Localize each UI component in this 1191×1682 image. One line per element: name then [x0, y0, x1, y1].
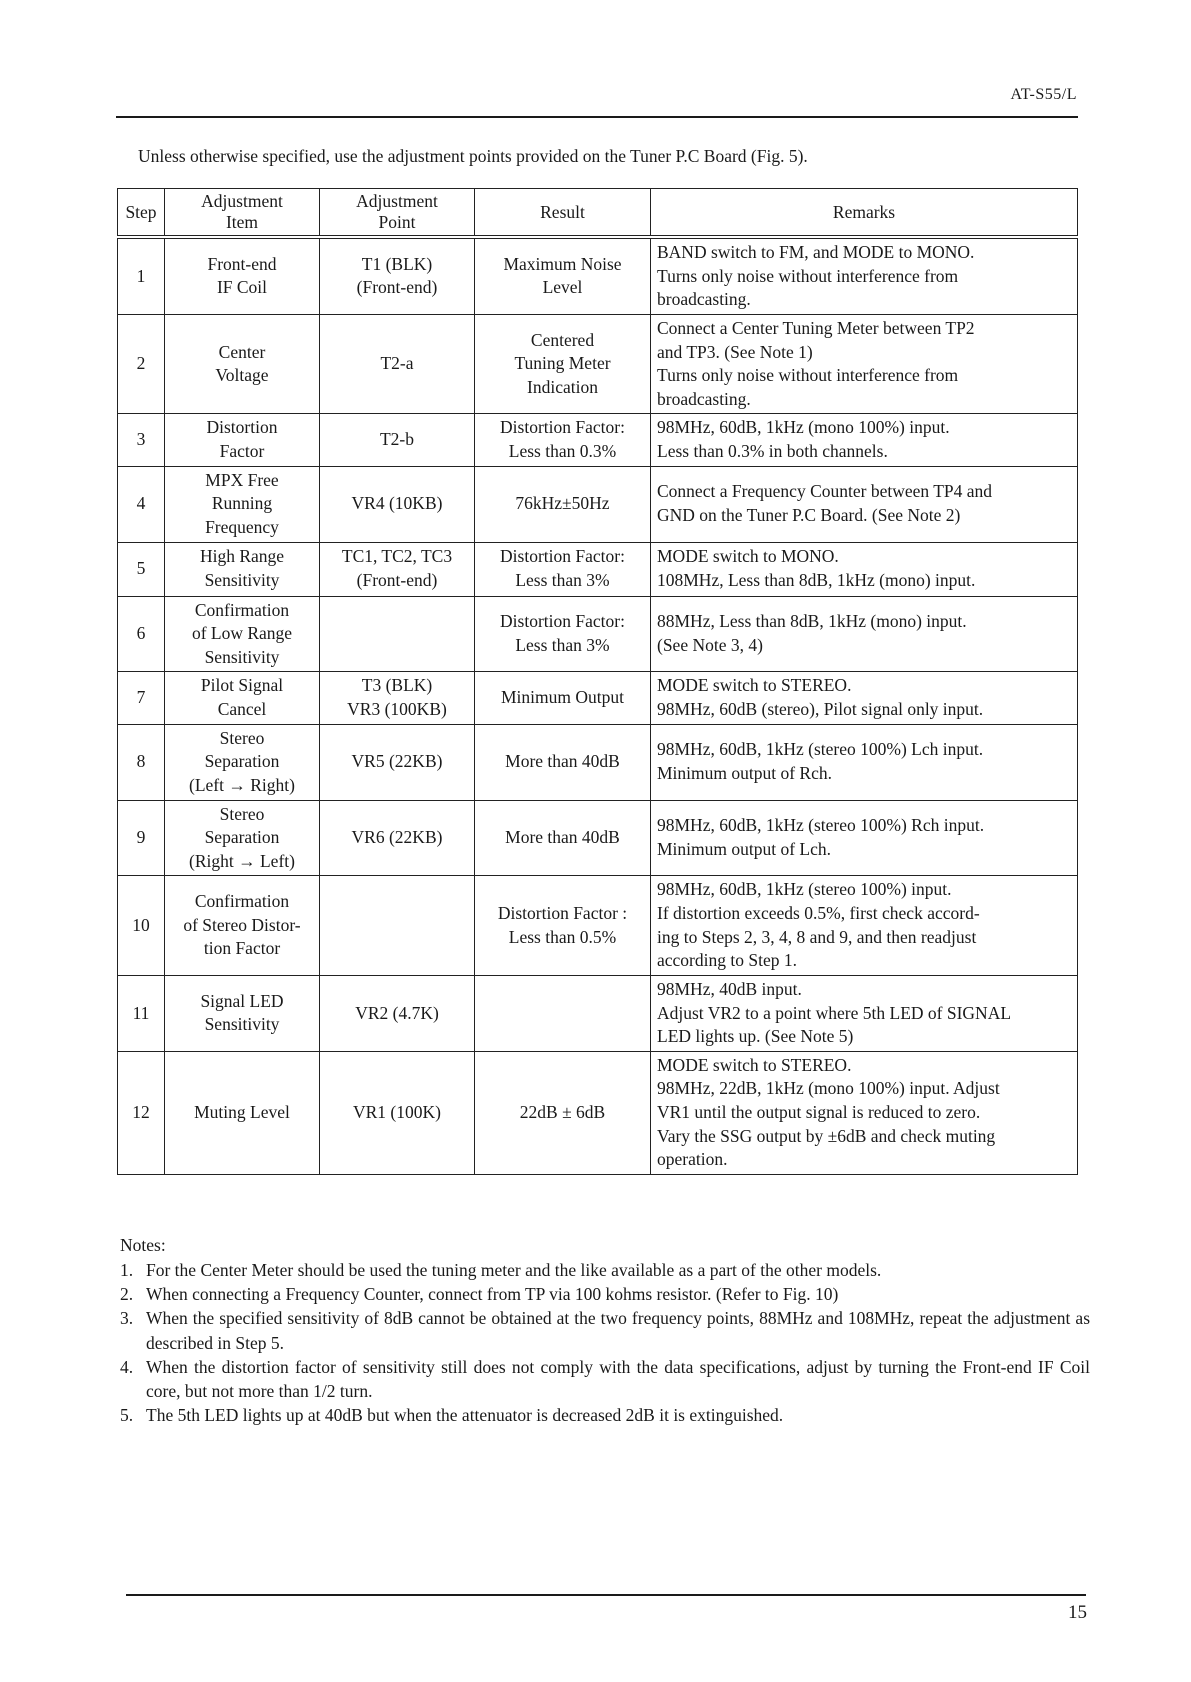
table-row	[118, 800, 1078, 876]
result-cell	[475, 876, 651, 976]
result-cell-line: Tuning Meter	[514, 353, 611, 374]
remarks-cell	[651, 596, 1078, 672]
note-number: 3.	[120, 1308, 134, 1329]
remarks-cell-line: MODE switch to STEREO.	[657, 675, 852, 696]
remarks-cell-line: 98MHz, 60dB, 1kHz (mono 100%) input.	[657, 417, 950, 438]
note-item	[120, 1282, 1090, 1306]
step-cell: 3	[118, 414, 165, 466]
step-cell: 5	[118, 542, 165, 596]
adjustment-item-cell-line: Center	[218, 341, 266, 362]
adjustment-point-cell	[320, 596, 475, 672]
top-rule	[116, 116, 1078, 118]
table-row	[118, 596, 1078, 672]
result-cell-line: Less than 3%	[515, 634, 610, 655]
result-cell	[475, 672, 651, 724]
adjustment-item-cell-line: High Range	[199, 546, 285, 567]
adjustment-item-cell	[165, 414, 320, 466]
step-cell: 6	[118, 596, 165, 672]
result-cell	[475, 314, 651, 414]
adjustment-item-cell-line: Sensitivity	[204, 646, 280, 667]
note-text: When connecting a Frequency Counter, connect from TP via 100 kohms resistor. (Refer to Fig. 10)	[146, 1284, 839, 1305]
result-cell-line: Minimum Output	[501, 687, 624, 708]
remarks-cell	[651, 542, 1078, 596]
table-row	[118, 466, 1078, 542]
adjustment-point-cell	[320, 724, 475, 800]
adjustment-item-cell	[165, 724, 320, 800]
adjustment-point-cell	[320, 800, 475, 876]
step-cell: 1	[118, 237, 165, 314]
result-cell-line: Distortion Factor:	[500, 417, 625, 438]
remarks-cell-line: Adjust VR2 to a point where 5th LED of SIGNAL	[657, 1002, 1012, 1023]
remarks-cell-line: Turns only noise without interference from	[657, 365, 959, 386]
remarks-cell-line: Minimum output of Rch.	[657, 763, 832, 784]
result-cell-line: Distortion Factor:	[500, 611, 625, 632]
note-item	[120, 1355, 1090, 1403]
adjustment-item-cell	[165, 237, 320, 314]
note-text: The 5th LED lights up at 40dB but when the attenuator is decreased 2dB it is extinguished.	[146, 1404, 784, 1425]
remarks-cell	[651, 1051, 1078, 1174]
remarks-cell	[651, 876, 1078, 976]
remarks-cell-line: VR1 until the output signal is reduced to zero.	[657, 1102, 981, 1122]
adjustment-item-cell-line: Muting Level	[194, 1102, 290, 1122]
adjustment-item-cell-line: Voltage	[215, 365, 269, 386]
remarks-cell	[651, 800, 1078, 876]
adjustment-point-cell	[320, 314, 475, 414]
header-point-line: Adjustment	[356, 191, 438, 211]
remarks-cell-line: 98MHz, 40dB input.	[657, 978, 802, 999]
adjustment-item-cell	[165, 314, 320, 414]
page-number: 15	[1068, 1602, 1087, 1623]
notes-list	[120, 1258, 1090, 1427]
adjustment-item-cell-line: Sensitivity	[204, 1014, 280, 1035]
adjustment-item-cell-line: Separation	[204, 751, 280, 772]
adjustment-point-cell	[320, 237, 475, 314]
remarks-cell-line: 98MHz, 60dB, 1kHz (stereo 100%) input.	[657, 879, 952, 900]
remarks-cell-line: Turns only noise without interference from	[657, 265, 959, 286]
result-cell	[475, 237, 651, 314]
adjustment-point-cell	[320, 876, 475, 976]
remarks-cell	[651, 672, 1078, 724]
header-adjustment-item	[165, 189, 320, 238]
adjustment-point-cell	[320, 1051, 475, 1174]
table-row	[118, 975, 1078, 1051]
result-cell-line: Maximum Noise	[503, 253, 622, 274]
notes-title: Notes:	[120, 1235, 166, 1255]
result-cell-line: Distortion Factor :	[497, 903, 628, 923]
remarks-cell-line: Connect a Frequency Counter between TP4 and	[657, 481, 993, 502]
adjustment-item-cell-line: Stereo	[219, 727, 265, 748]
remarks-cell-line: Minimum output of Lch.	[657, 838, 832, 859]
adjustment-item-cell	[165, 672, 320, 724]
step-cell: 12	[118, 1051, 165, 1174]
adjustment-point-cell-line: VR5 (22KB)	[351, 751, 443, 772]
remarks-cell-line: Less than 0.3% in both channels.	[657, 441, 888, 461]
remarks-cell	[651, 724, 1078, 800]
remarks-cell-line: broadcasting.	[657, 388, 751, 409]
adjustment-point-cell	[320, 672, 475, 724]
result-cell-line: 22dB ± 6dB	[519, 1102, 606, 1122]
remarks-cell-line: 98MHz, 22dB, 1kHz (mono 100%) input. Adjust	[657, 1078, 1000, 1099]
adjustment-point-cell-line: T2-a	[380, 353, 414, 374]
remarks-cell-line: according to Step 1.	[657, 950, 797, 971]
remarks-cell-line: MODE switch to STEREO.	[657, 1054, 852, 1075]
result-cell-line: Less than 0.3%	[508, 441, 617, 461]
adjustment-item-cell-line: Sensitivity	[204, 570, 280, 590]
result-cell	[475, 414, 651, 466]
adjustment-point-cell-line: (Front-end)	[356, 277, 438, 298]
table-row	[118, 1051, 1078, 1174]
remarks-cell-line: LED lights up. (See Note 5)	[657, 1026, 854, 1047]
remarks-cell-line: Connect a Center Tuning Meter between TP2	[657, 317, 975, 338]
remarks-cell-line: 98MHz, 60dB (stereo), Pilot signal only input.	[657, 699, 984, 719]
remarks-cell-line: If distortion exceeds 0.5%, first check accord-	[657, 903, 980, 923]
adjustment-point-cell	[320, 975, 475, 1051]
table-row	[118, 414, 1078, 466]
adjustment-item-cell-line: of Stereo Distor-	[183, 914, 301, 935]
model-number: AT-S55/L	[1010, 86, 1077, 103]
adjustment-point-cell-line: VR2 (4.7K)	[355, 1002, 439, 1023]
adjustment-item-cell-line: Pilot Signal	[200, 675, 284, 696]
adjustment-point-cell	[320, 542, 475, 596]
remarks-cell-line: BAND switch to FM, and MODE to MONO.	[657, 242, 975, 262]
adjustment-item-cell-line: IF Coil	[216, 277, 268, 298]
adjustment-point-cell-line: T1 (BLK)	[361, 253, 433, 274]
result-cell	[475, 975, 651, 1051]
adjustment-item-cell	[165, 876, 320, 976]
bottom-rule	[126, 1594, 1086, 1596]
adjustment-item-cell-line: Running	[211, 493, 273, 514]
result-cell	[475, 724, 651, 800]
step-cell: 10	[118, 876, 165, 976]
result-cell-line: Centered	[530, 329, 595, 350]
remarks-cell-line: operation.	[657, 1149, 728, 1170]
header-step: Step	[118, 189, 165, 238]
remarks-cell	[651, 975, 1078, 1051]
result-cell-line: 76kHz±50Hz	[515, 493, 610, 514]
step-cell: 11	[118, 975, 165, 1051]
adjustment-item-cell	[165, 542, 320, 596]
table-header-row	[118, 189, 1078, 238]
header-item-line: Item	[225, 212, 259, 232]
result-cell-line: More than 40dB	[505, 827, 620, 848]
adjustment-item-cell-line: of Low Range	[191, 623, 293, 644]
adjustment-item-cell-line: MPX Free	[205, 469, 279, 490]
adjustment-item-cell-line: Frequency	[205, 516, 279, 537]
adjustment-point-cell-line: T3 (BLK)	[361, 675, 433, 696]
table-row	[118, 542, 1078, 596]
result-cell	[475, 800, 651, 876]
note-item	[120, 1258, 1090, 1282]
adjustment-item-cell-line: Distortion	[206, 417, 278, 438]
notes-section	[120, 1233, 1090, 1427]
remarks-cell-line: 98MHz, 60dB, 1kHz (stereo 100%) Lch input.	[657, 739, 984, 760]
table-row	[118, 672, 1078, 724]
result-cell-line: More than 40dB	[505, 751, 620, 772]
adjustment-point-cell-line: VR3 (100KB)	[347, 699, 447, 719]
result-cell-line: Indication	[527, 376, 598, 397]
table-row	[118, 724, 1078, 800]
adjustment-point-cell-line: VR1 (100K)	[353, 1102, 441, 1122]
header-remarks: Remarks	[651, 189, 1078, 238]
remarks-cell-line: 98MHz, 60dB, 1kHz (stereo 100%) Rch input.	[657, 815, 985, 836]
adjustment-point-cell-line: TC1, TC2, TC3	[341, 546, 453, 567]
adjustment-item-cell-line: Separation	[204, 827, 280, 848]
table-row	[118, 237, 1078, 314]
result-cell-line: Level	[542, 277, 583, 298]
result-cell-line: Less than 0.5%	[508, 926, 617, 947]
adjustment-point-cell-line: (Front-end)	[356, 570, 438, 590]
adjustment-point-cell	[320, 414, 475, 466]
adjustment-item-cell-line: Confirmation	[194, 891, 290, 912]
step-cell: 4	[118, 466, 165, 542]
step-cell: 8	[118, 724, 165, 800]
step-cell: 9	[118, 800, 165, 876]
remarks-cell-line: Vary the SSG output by ±6dB and check muting	[657, 1125, 996, 1146]
adjustment-table	[117, 188, 1078, 1175]
result-cell	[475, 1051, 651, 1174]
remarks-cell-line: broadcasting.	[657, 289, 751, 310]
remarks-cell-line: ing to Steps 2, 3, 4, 8 and 9, and then readjust	[657, 926, 977, 947]
result-cell	[475, 596, 651, 672]
remarks-cell-line: 88MHz, Less than 8dB, 1kHz (mono) input.	[657, 611, 967, 632]
note-number: 2.	[120, 1284, 134, 1305]
adjustment-item-cell-line: Stereo	[219, 803, 265, 824]
remarks-cell-line: and TP3. (See Note 1)	[657, 341, 813, 362]
adjustment-item-cell	[165, 466, 320, 542]
remarks-cell-line: GND on the Tuner P.C Board. (See Note 2)	[657, 505, 961, 526]
note-item	[120, 1403, 1090, 1427]
table-row	[118, 876, 1078, 976]
table-row	[118, 314, 1078, 414]
remarks-cell	[651, 466, 1078, 542]
adjustment-point-cell-line: T2-b	[379, 429, 415, 450]
header-adjustment-point	[320, 189, 475, 238]
remarks-cell	[651, 414, 1078, 466]
note-text: When the distortion factor of sensitivity still does not comply with the data specifications, adjust by turning the Front-end IF Coil core, but not more than 1/2 turn.	[146, 1356, 1090, 1401]
adjustment-item-cell-line: Signal LED	[200, 990, 284, 1011]
result-cell-line: Less than 3%	[515, 570, 610, 590]
adjustment-point-cell	[320, 466, 475, 542]
note-text: When the specified sensitivity of 8dB cannot be obtained at the two frequency points, 88MHz and 108MHz, repeat the adjustment as described in Step 5.	[146, 1308, 1090, 1353]
header-item-line: Adjustment	[201, 191, 283, 211]
adjustment-item-cell-line: Front-end	[207, 253, 277, 274]
remarks-cell	[651, 237, 1078, 314]
adjustment-point-cell-line: VR4 (10KB)	[351, 493, 443, 514]
note-number: 4.	[120, 1356, 134, 1377]
note-item	[120, 1306, 1090, 1354]
adjustment-item-cell	[165, 1051, 320, 1174]
remarks-cell-line: MODE switch to MONO.	[657, 546, 839, 567]
note-number: 5.	[120, 1404, 134, 1425]
adjustment-item-cell-line: (Left → Right)	[189, 774, 295, 795]
adjustment-item-cell	[165, 800, 320, 876]
note-text: For the Center Meter should be used the tuning meter and the like available as a part of the other models.	[146, 1260, 882, 1281]
result-cell-line: Distortion Factor:	[500, 546, 625, 567]
adjustment-item-cell-line: (Right → Left)	[189, 850, 295, 871]
remarks-cell	[651, 314, 1078, 414]
result-cell	[475, 466, 651, 542]
table-body	[118, 237, 1078, 1174]
result-cell	[475, 542, 651, 596]
adjustment-item-cell	[165, 596, 320, 672]
remarks-cell-line: (See Note 3, 4)	[657, 634, 763, 655]
header-point-line: Point	[378, 212, 416, 232]
intro-text: Unless otherwise specified, use the adjustment points provided on the Tuner P.C Board (Fig. 5).	[138, 146, 808, 166]
adjustment-item-cell	[165, 975, 320, 1051]
adjustment-item-cell-line: Factor	[219, 441, 265, 461]
adjustment-item-cell-line: Confirmation	[194, 599, 290, 620]
note-number: 1.	[120, 1260, 134, 1281]
adjustment-point-cell-line: VR6 (22KB)	[351, 827, 443, 848]
step-cell: 7	[118, 672, 165, 724]
remarks-cell-line: 108MHz, Less than 8dB, 1kHz (mono) input.	[657, 570, 976, 590]
step-cell: 2	[118, 314, 165, 414]
header-result: Result	[475, 189, 651, 238]
adjustment-item-cell-line: Cancel	[217, 699, 267, 719]
adjustment-item-cell-line: tion Factor	[203, 938, 281, 959]
